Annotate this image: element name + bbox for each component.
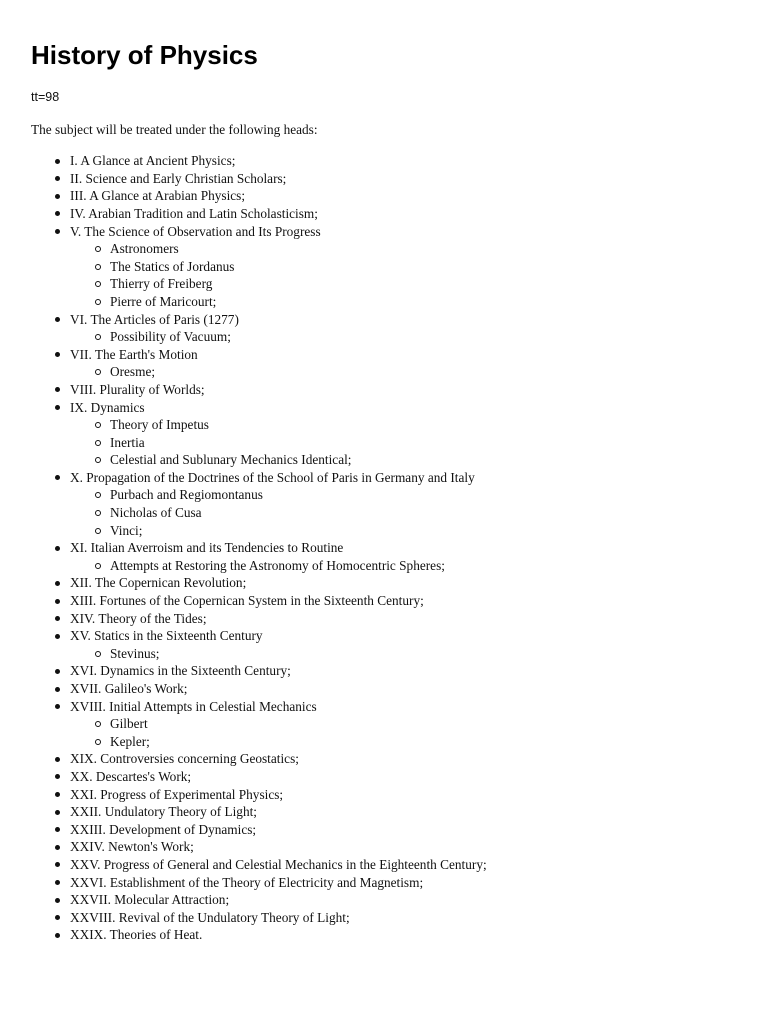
head-item bbox=[70, 346, 737, 381]
subhead-item: The Statics of Jordanus bbox=[110, 258, 737, 276]
head-label: VII. The Earth's Motion bbox=[70, 346, 198, 362]
head-label: XXIX. Theories of Heat. bbox=[70, 927, 203, 943]
head-label: XVI. Dynamics in the Sixteenth Century; bbox=[70, 663, 291, 679]
head-label: XV. Statics in the Sixteenth Century bbox=[70, 628, 263, 644]
head-label: XXIV. Newton's Work; bbox=[70, 839, 194, 855]
head-item bbox=[70, 574, 737, 592]
head-item bbox=[70, 874, 737, 892]
head-label: XXIII. Development of Dynamics; bbox=[70, 821, 257, 837]
head-item bbox=[70, 891, 737, 909]
head-item bbox=[70, 838, 737, 856]
head-item bbox=[70, 170, 737, 188]
head-label: X. Propagation of the Doctrines of the School of Paris in Germany and Italy bbox=[70, 469, 475, 485]
head-label: XXVII. Molecular Attraction; bbox=[70, 892, 230, 908]
head-label: XXVI. Establishment of the Theory of Electricity and Magnetism; bbox=[70, 874, 424, 890]
subhead-list bbox=[70, 715, 737, 750]
subhead-item: Attempts at Restoring the Astronomy of Homocentric Spheres; bbox=[110, 557, 737, 575]
head-item bbox=[70, 803, 737, 821]
subhead-item: Possibility of Vacuum; bbox=[110, 328, 737, 346]
subhead-item: Thierry of Freiberg bbox=[110, 275, 737, 293]
subhead-item: Gilbert bbox=[110, 715, 737, 733]
subhead-item: Vinci; bbox=[110, 522, 737, 540]
head-item bbox=[70, 469, 737, 539]
subhead-list bbox=[70, 363, 737, 381]
head-label: XVIII. Initial Attempts in Celestial Mechanics bbox=[70, 698, 317, 714]
subhead-item: Pierre of Maricourt; bbox=[110, 293, 737, 311]
head-label: XXII. Undulatory Theory of Light; bbox=[70, 804, 257, 820]
head-label: V. The Science of Observation and Its Progress bbox=[70, 223, 321, 239]
subhead-item: Purbach and Regiomontanus bbox=[110, 486, 737, 504]
head-item bbox=[70, 680, 737, 698]
head-item bbox=[70, 821, 737, 839]
subhead-list bbox=[70, 416, 737, 469]
head-item bbox=[70, 698, 737, 751]
heads-list bbox=[31, 152, 737, 944]
head-label: XX. Descartes's Work; bbox=[70, 768, 192, 784]
head-item bbox=[70, 205, 737, 223]
subhead-item: Celestial and Sublunary Mechanics Identical; bbox=[110, 451, 737, 469]
head-item bbox=[70, 909, 737, 927]
head-label: IX. Dynamics bbox=[70, 399, 145, 415]
head-item bbox=[70, 152, 737, 170]
head-label: IV. Arabian Tradition and Latin Scholasticism; bbox=[70, 205, 318, 221]
head-item bbox=[70, 627, 737, 662]
head-item bbox=[70, 311, 737, 346]
subhead-list bbox=[70, 557, 737, 575]
subhead-item: Nicholas of Cusa bbox=[110, 504, 737, 522]
head-item bbox=[70, 926, 737, 944]
subhead-item: Inertia bbox=[110, 434, 737, 452]
head-item bbox=[70, 768, 737, 786]
head-label: XII. The Copernican Revolution; bbox=[70, 575, 247, 591]
head-item bbox=[70, 223, 737, 311]
head-label: III. A Glance at Arabian Physics; bbox=[70, 188, 246, 204]
head-label: XI. Italian Averroism and its Tendencies to Routine bbox=[70, 540, 344, 556]
head-label: XIII. Fortunes of the Copernican System in the Sixteenth Century; bbox=[70, 593, 424, 609]
head-item bbox=[70, 381, 737, 399]
head-label: XXV. Progress of General and Celestial Mechanics in the Eighteenth Century; bbox=[70, 856, 487, 872]
subhead-item: Astronomers bbox=[110, 240, 737, 258]
head-label: VI. The Articles of Paris (1277) bbox=[70, 311, 239, 327]
head-item bbox=[70, 592, 737, 610]
subhead-list bbox=[70, 240, 737, 310]
subhead-item: Theory of Impetus bbox=[110, 416, 737, 434]
subhead-item: Oresme; bbox=[110, 363, 737, 381]
intro-text: The subject will be treated under the following heads: bbox=[31, 121, 318, 137]
subhead-list bbox=[70, 486, 737, 539]
subhead-item: Kepler; bbox=[110, 733, 737, 751]
subhead-item: Stevinus; bbox=[110, 645, 737, 663]
head-label: II. Science and Early Christian Scholars; bbox=[70, 170, 287, 186]
head-label: XIV. Theory of the Tides; bbox=[70, 610, 207, 626]
page-title: History of Physics bbox=[31, 40, 258, 70]
head-item bbox=[70, 856, 737, 874]
head-item bbox=[70, 662, 737, 680]
head-label: XIX. Controversies concerning Geostatics; bbox=[70, 751, 299, 767]
head-label: I. A Glance at Ancient Physics; bbox=[70, 153, 236, 169]
head-label: XXVIII. Revival of the Undulatory Theory of Light; bbox=[70, 909, 350, 925]
head-item bbox=[70, 187, 737, 205]
head-label: VIII. Plurality of Worlds; bbox=[70, 381, 205, 397]
page-meta: tt=98 bbox=[31, 90, 60, 104]
head-label: XXI. Progress of Experimental Physics; bbox=[70, 786, 284, 802]
subhead-list bbox=[70, 328, 737, 346]
head-label: XVII. Galileo's Work; bbox=[70, 681, 188, 696]
subhead-list bbox=[70, 645, 737, 663]
head-item bbox=[70, 786, 737, 804]
head-item bbox=[70, 610, 737, 628]
head-item bbox=[70, 399, 737, 469]
head-item bbox=[70, 750, 737, 768]
head-item bbox=[70, 539, 737, 574]
